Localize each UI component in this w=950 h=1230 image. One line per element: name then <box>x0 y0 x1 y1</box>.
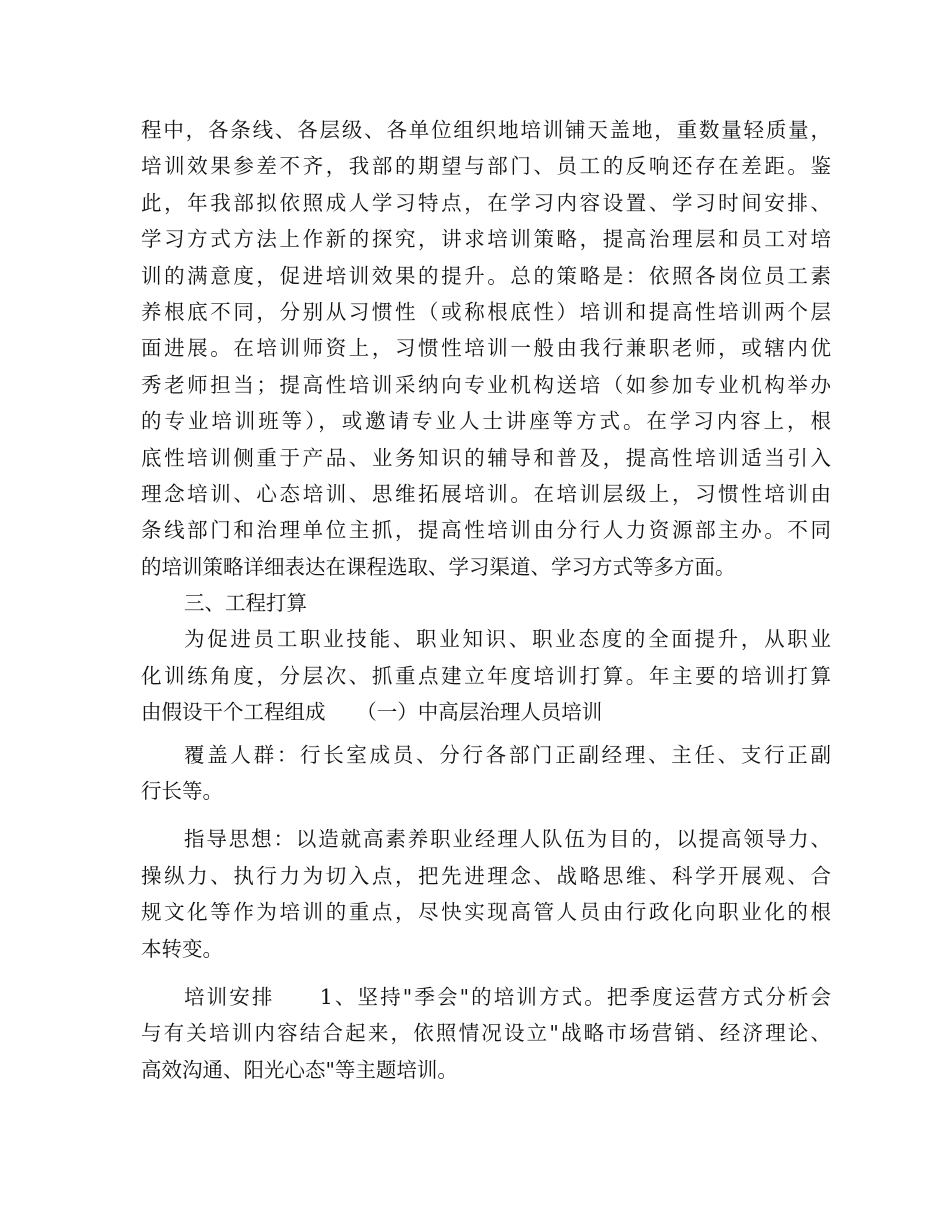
text-line: 的培训策略详细表达在课程选取、学习渠道、学习方式等多方面。 <box>141 554 736 579</box>
text-line: 本转变。 <box>141 936 223 961</box>
text-line: 理念培训、心态培训、思维拓展培训。在培训层级上，习惯性培训由 <box>141 481 831 506</box>
text-line: 程中，各条线、各层级、各单位组织地培训铺天盖地，重数量轻质量， <box>141 118 831 142</box>
text-line: 覆盖人群：行长室成员、分行各部门正副经理、主任、支行正副 <box>184 742 831 767</box>
text-line: 规文化等作为培训的重点，尽快实现高管人员由行政化向职业化的根 <box>141 900 831 925</box>
text-line: 秀老师担当；提高性培训采纳向专业机构送培（如参加专业机构举办 <box>141 372 831 397</box>
text-line: 学习方式方法上作新的探究，讲求培训策略，提高治理层和员工对培 <box>141 227 831 252</box>
text-line: 的专业培训班等），或邀请专业人士讲座等方式。在学习内容上，根 <box>141 409 831 434</box>
text-line: 培训安排 1、坚持"季会"的培训方式。把季度运营方式分析会 <box>184 984 831 1009</box>
text-line: 为促进员工职业技能、职业知识、职业态度的全面提升，从职业 <box>184 627 831 652</box>
text-line: 由假设干个工程组成 （一）中高层治理人员培训 <box>141 700 603 725</box>
text-line: 养根底不同，分别从习惯性（或称根底性）培训和提高性培训两个层 <box>141 299 831 324</box>
text-line: 操纵力、执行力为切入点，把先进理念、战略思维、科学开展观、合 <box>141 863 831 888</box>
text-line: 培训效果参差不齐，我部的期望与部门、员工的反响还存在差距。鉴 <box>141 154 831 179</box>
text-line: 此，年我部拟依照成人学习特点，在学习内容设置、学习时间安排、 <box>141 190 831 215</box>
text-line: 条线部门和治理单位主抓，提高性培训由分行人力资源部主办。不同 <box>141 518 831 543</box>
body-text <box>141 112 831 1088</box>
text-line: 与有关培训内容结合起来，依照情况设立"战略市场营销、经济理论、 <box>141 1021 831 1046</box>
text-line: 行长等。 <box>141 779 223 804</box>
section-heading: 三、工程打算 <box>184 591 307 616</box>
text-line: 指导思想：以造就高素养职业经理人队伍为目的，以提高领导力、 <box>184 827 831 852</box>
text-line: 化训练角度，分层次、抓重点建立年度培训打算。年主要的培训打算 <box>141 663 831 688</box>
text-line: 底性培训侧重于产品、业务知识的辅导和普及，提高性培训适当引入 <box>141 445 831 470</box>
text-line: 高效沟通、阳光心态"等主题培训。 <box>141 1057 458 1082</box>
text-line: 训的满意度，促进培训效果的提升。总的策略是：依照各岗位员工素 <box>141 263 831 288</box>
text-line: 面进展。在培训师资上，习惯性培训一般由我行兼职老师，或辖内优 <box>141 336 831 361</box>
